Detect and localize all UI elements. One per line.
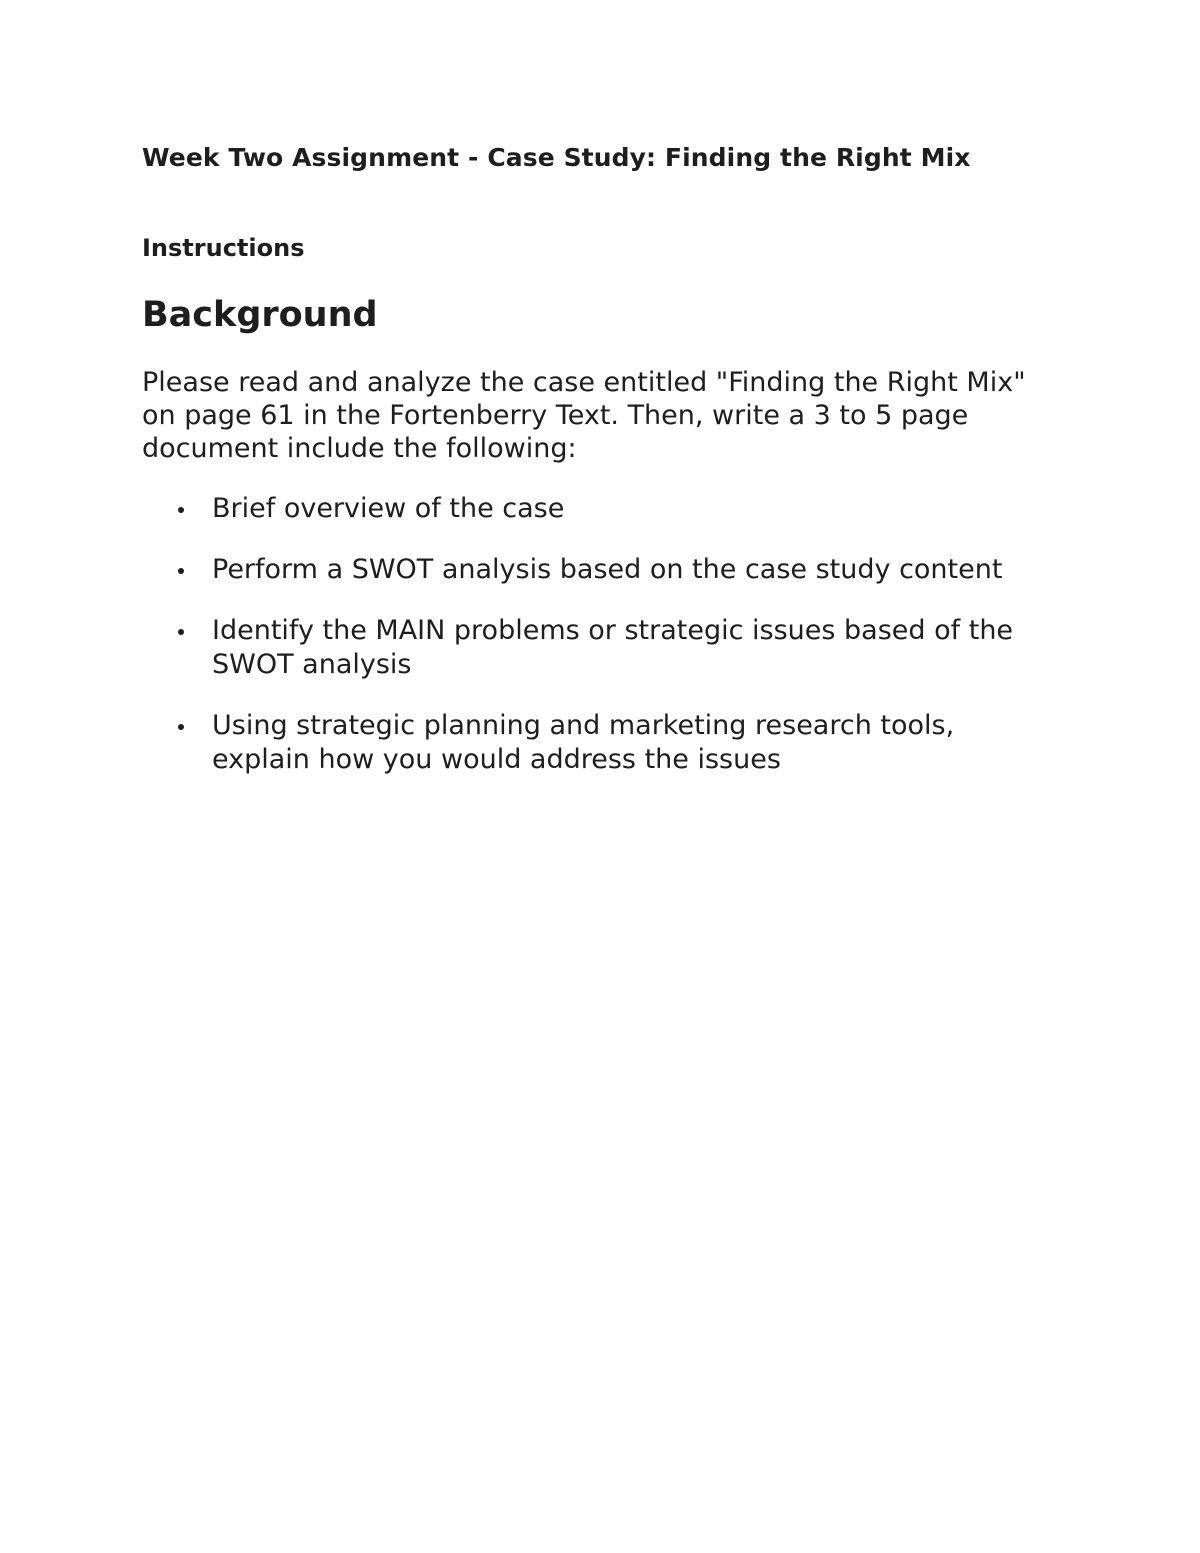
instructions-label: Instructions <box>142 234 305 262</box>
document-content <box>142 140 1042 804</box>
bullet-icon <box>178 568 184 574</box>
bullet-icon <box>178 507 184 513</box>
task-item-problems <box>142 614 1042 682</box>
task-text: Perform a SWOT analysis based on the case study content <box>212 554 1003 585</box>
background-heading: Background <box>142 295 378 335</box>
task-text: Using strategic planning and marketing research tools, explain how you would address the issues <box>212 710 955 775</box>
task-text: Brief overview of the case <box>212 493 565 524</box>
task-list <box>142 492 1042 777</box>
document-title: Week Two Assignment - Case Study: Finding the Right Mix <box>142 143 971 172</box>
task-item-overview <box>142 492 1042 526</box>
task-item-address-issues <box>142 709 1042 777</box>
task-text: Identify the MAIN problems or strategic issues based of the SWOT analysis <box>212 615 1014 680</box>
bullet-icon <box>178 724 184 730</box>
intro-paragraph: Please read and analyze the case entitled "Finding the Right Mix" on page 61 in the Fortenberry Text. Then, write a 3 to 5 page document include the following: <box>142 367 1026 464</box>
bullet-icon <box>178 629 184 635</box>
task-item-swot <box>142 553 1042 587</box>
